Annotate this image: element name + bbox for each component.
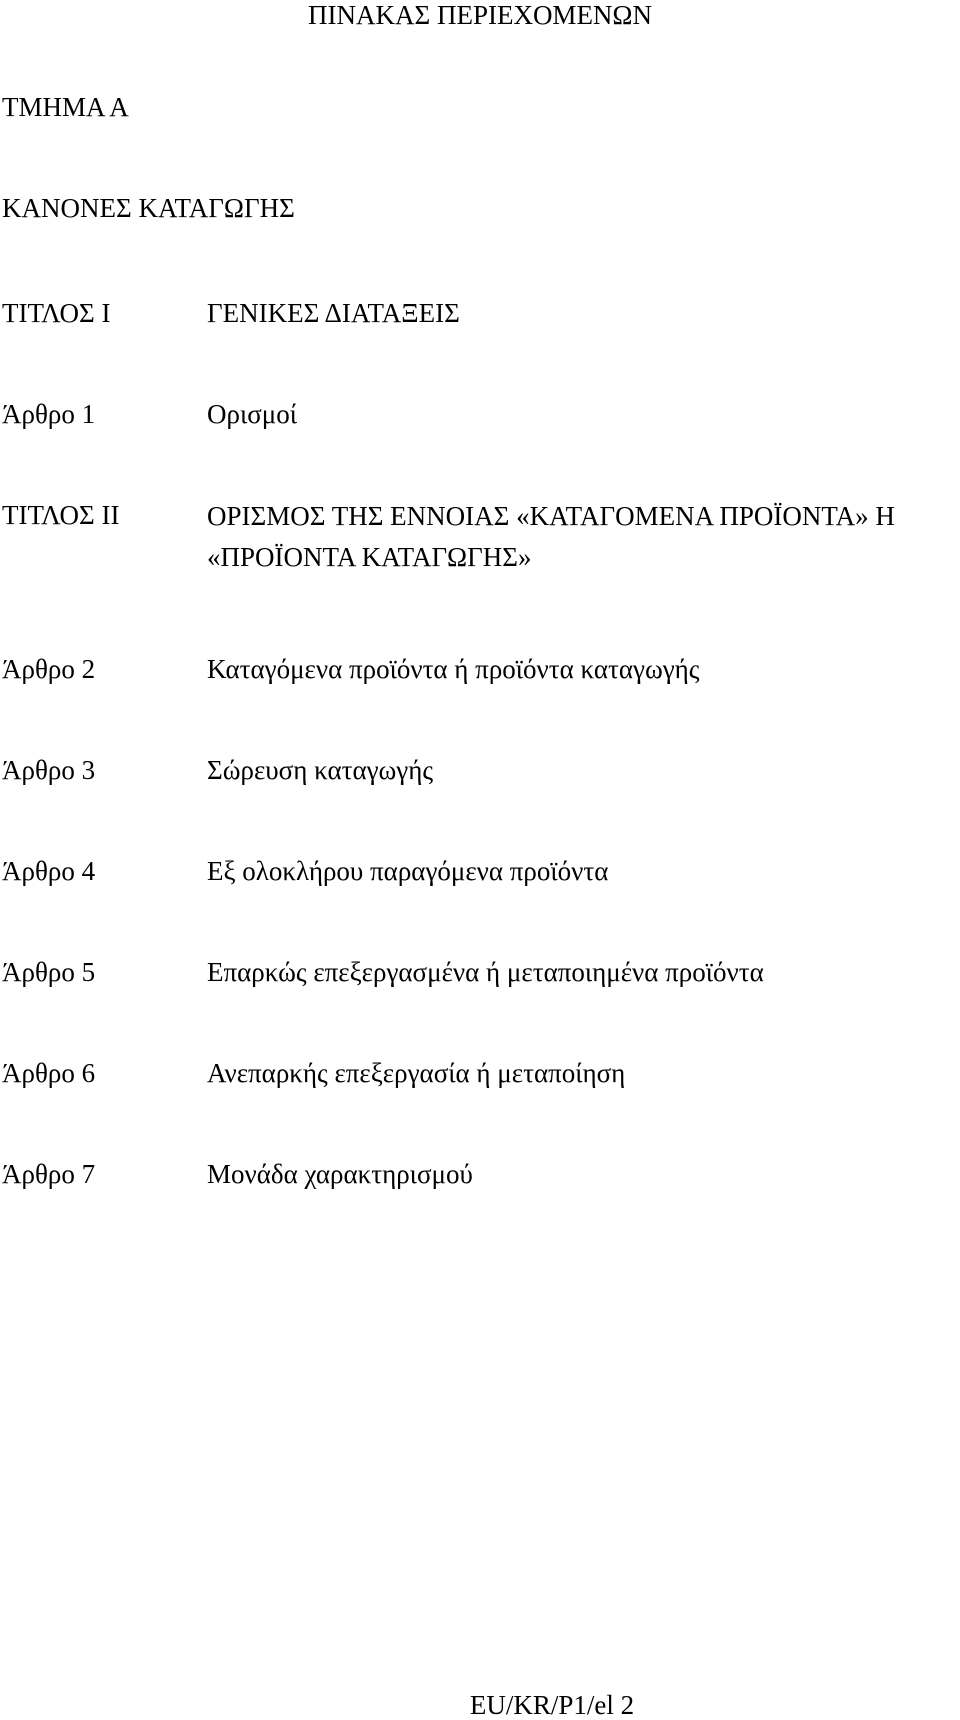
toc-entry-text: Μονάδα χαρακτηρισμού (207, 1159, 473, 1189)
toc-entry-text: Ορισμοί (207, 399, 298, 429)
toc-entry-label: Άρθρο 4 (2, 856, 96, 886)
toc-entry-text: Επαρκώς επεξεργασμένα ή μεταποιημένα προϊόντα (207, 957, 764, 987)
toc-entry-label: Άρθρο 5 (2, 957, 96, 987)
section-heading: ΤΜΗΜΑ Α (2, 92, 129, 122)
toc-entry-text: Εξ ολοκλήρου παραγόμενα προϊόντα (207, 856, 609, 886)
toc-entry-label: Άρθρο 6 (2, 1058, 96, 1088)
toc-entry-label: Άρθρο 2 (2, 654, 96, 684)
document-title: ΠΙΝΑΚΑΣ ΠΕΡΙΕΧΟΜΕΝΩΝ (308, 0, 652, 30)
toc-entry-label: ΤΙΤΛΟΣ Ι (2, 298, 111, 328)
page-footer-reference: EU/KR/P1/el 2 (469, 1690, 635, 1720)
toc-entry-label: ΤΙΤΛΟΣ ΙΙ (2, 500, 120, 530)
toc-entry-label: Άρθρο 1 (2, 399, 96, 429)
toc-entry-text: Ανεπαρκής επεξεργασία ή μεταποίηση (207, 1058, 626, 1088)
toc-entry-text: ΟΡΙΣΜΟΣ ΤΗΣ ΕΝΝΟΙΑΣ «ΚΑΤΑΓΟΜΕΝΑ ΠΡΟΪΟΝΤΑ» Η «ΠΡΟΪΟΝΤΑ ΚΑΤΑΓΩΓΗΣ» (207, 501, 895, 572)
toc-entry-label: Άρθρο 7 (2, 1159, 96, 1189)
toc-entry-label: Άρθρο 3 (2, 755, 96, 785)
toc-entry-text: Σώρευση καταγωγής (207, 755, 434, 785)
subsection-heading: ΚΑΝΟΝΕΣ ΚΑΤΑΓΩΓΗΣ (2, 193, 295, 223)
toc-entry-text: Καταγόμενα προϊόντα ή προϊόντα καταγωγής (207, 654, 700, 684)
toc-entry-text: ΓΕΝΙΚΕΣ ΔΙΑΤΑΞΕΙΣ (207, 298, 460, 328)
